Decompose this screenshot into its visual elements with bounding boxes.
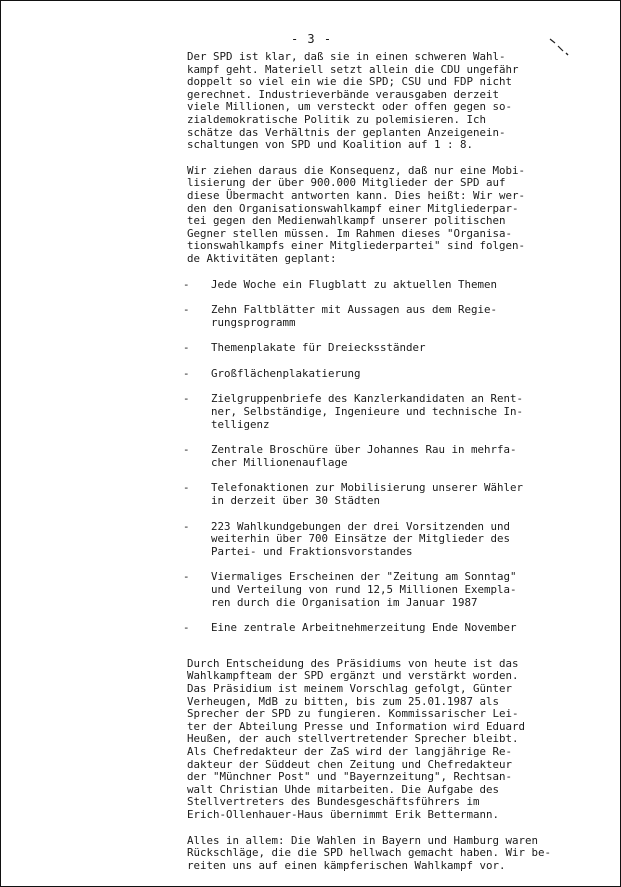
text-line: den den Organisationswahlkampf einer Mitgliederpar- (187, 201, 519, 215)
list-item-text: rungsprogramm (211, 315, 296, 329)
text-line: Verheugen, MdB zu bitten, bis zum 25.01.1987 als (187, 694, 500, 708)
list-item-text: Themenplakate für Dreiecksständer (211, 341, 426, 355)
bullet-dash: - (183, 303, 190, 317)
text-line: Stellvertreters des Bundesgeschäftsführers im (187, 795, 480, 809)
text-line: tei gegen den Medienwahlkampf unserer politischen (187, 214, 506, 228)
text-line: Alles in allem: Die Wahlen in Bayern und Hamburg waren (187, 833, 539, 847)
text-line: Als Chefredakteur der ZaS wird der langjährige Re- (187, 744, 513, 758)
text-line: zialdemokratische Politik zu polemisieren. Ich (187, 112, 487, 126)
closing-paragraph (187, 658, 547, 822)
text-line: diese Übermacht antworten kann. Dies heißt: Wir wer- (187, 188, 526, 202)
list-item-text: 223 Wahlkundgebungen der drei Vorsitzenden und (211, 519, 511, 533)
list-item (183, 444, 543, 469)
bullet-dash: - (183, 277, 190, 291)
text-line: Wir ziehen daraus die Konsequenz, daß nur eine Mobi- (187, 163, 526, 177)
text-line: Der SPD ist klar, daß sie in einen schweren Wahl- (187, 50, 506, 63)
list-item (183, 622, 543, 635)
list-item-text: in derzeit über 30 Städten (211, 494, 381, 508)
text-line: gerechnet. Industrieverbände verausgaben derzeit (187, 87, 500, 101)
list-item-text: Großflächenplakatierung (211, 366, 361, 380)
list-item-text: ner, Selbständige, Ingenieure und technische In- (211, 405, 524, 419)
text-line: doppelt so viel ein wie die SPD; CSU und FDP nicht (187, 75, 513, 89)
text-line: Sprecher der SPD zu fungieren. Kommissarischer Lei- (187, 707, 519, 721)
page-number: - 3 - (290, 32, 333, 46)
text-line: walt Christian Uhde mitarbeiten. Die Aufgabe des (187, 782, 500, 796)
list-item (183, 393, 543, 431)
text-line: dakteur der Süddeut chen Zeitung und Chefredakteur (187, 757, 513, 771)
text-line: reiten uns auf einen kämpferischen Wahlkampf vor. (187, 858, 506, 872)
text-line: Gegner stellen müssen. Im Rahmen dieses "Organisa- (187, 226, 513, 240)
text-line: Rückschläge, die die SPD hellwach gemacht haben. Wir be- (187, 846, 552, 860)
bullet-dash: - (183, 341, 190, 355)
list-item-text: weiterhin über 700 Einsätze der Mitglieder des (211, 532, 511, 546)
list-item-text: Eine zentrale Arbeitnehmerzeitung Ende November (211, 621, 517, 635)
intro-paragraph (187, 165, 547, 266)
list-item-text: Viermaliges Erscheinen der "Zeitung am Sonntag" (211, 570, 517, 584)
bullet-dash: - (183, 366, 190, 380)
text-line: Heußen, der auch stellvertretender Sprecher bleibt. (187, 732, 519, 746)
list-item-text: cher Millionenauflage (211, 455, 348, 469)
activity-list (183, 279, 543, 635)
list-item-text: ren durch die Organisation im Januar 1987 (211, 595, 478, 609)
list-item (183, 342, 543, 355)
bullet-dash: - (183, 519, 190, 533)
text-line: Wahlkampfteam der SPD ergänzt und verstärkt worden. (187, 669, 519, 683)
text-line: ter der Abteilung Presse und Information wird Eduard (187, 719, 526, 733)
text-line: viele Millionen, um versteckt oder offen gegen so- (187, 100, 513, 114)
text-line: kampf geht. Materiell setzt allein die CDU ungefähr (187, 62, 519, 76)
list-item-text: Jede Woche ein Flugblatt zu aktuellen Themen (211, 277, 498, 291)
bullet-dash: - (183, 481, 190, 495)
list-item-text: telligenz (211, 417, 270, 431)
list-item-text: Zentrale Broschüre über Johannes Rau in mehrfa- (211, 443, 517, 457)
list-item (183, 304, 543, 329)
list-item (183, 482, 543, 507)
list-item-text: und Verteilung von rund 12,5 Millionen Exempla- (211, 583, 517, 596)
text-line: tionswahlkampfs einer Mitgliederpartei" sind folgen- (187, 239, 526, 253)
bullet-dash: - (183, 392, 190, 406)
list-item (183, 368, 543, 381)
list-item-text: Zielgruppenbriefe des Kanzlerkandidaten an Rent- (211, 392, 524, 406)
bullet-dash: - (183, 570, 190, 584)
list-item-text: Telefonaktionen zur Mobilisierung unserer Wähler (211, 481, 524, 495)
text-line: Durch Entscheidung des Präsidiums von heute ist das (187, 656, 519, 670)
text-line: schaltungen von SPD und Koalition auf 1 : 8. (187, 138, 474, 152)
bullet-dash: - (183, 443, 190, 457)
list-item (183, 571, 543, 609)
intro-section (187, 51, 547, 266)
text-line: Erich-Ollenhauer-Haus übernimmt Erik Bettermann. (187, 807, 500, 821)
text-line: Das Präsidium ist meinem Vorschlag gefolgt, Günter (187, 681, 513, 695)
closing-section (187, 656, 552, 873)
closing-paragraph (187, 833, 552, 873)
text-line: lisierung der über 900.000 Mitglieder der SPD auf (187, 176, 506, 190)
intro-paragraph (187, 51, 547, 152)
text-line: der "Münchner Post" und "Bayernzeitung", Rechtsan- (187, 770, 513, 784)
document-body (183, 50, 552, 885)
list-item-text: Partei- und Fraktionsvorstandes (211, 544, 413, 558)
list-item (183, 279, 543, 292)
pen-mark-icon (549, 37, 571, 57)
text-line: de Aktivitäten geplant: (187, 251, 337, 265)
list-item-text: Zehn Faltblätter mit Aussagen aus dem Regie- (211, 303, 498, 317)
list-item (183, 521, 543, 559)
bullet-dash: - (183, 621, 190, 635)
text-line: schätze das Verhältnis der geplanten Anzeigenein- (187, 125, 506, 139)
